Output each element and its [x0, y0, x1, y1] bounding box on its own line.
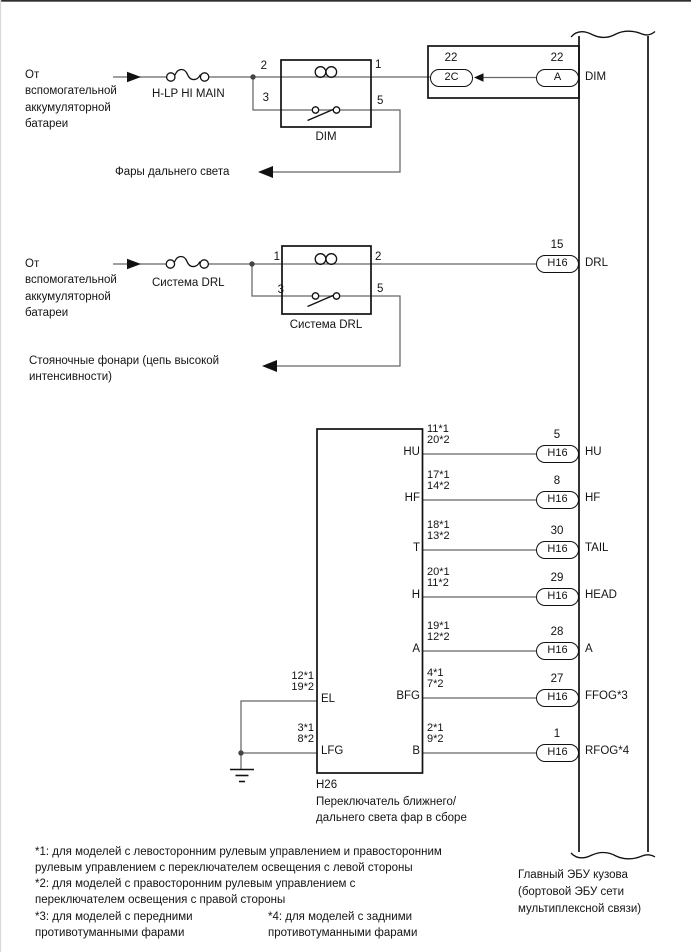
ecu-signal-drl: DRL: [585, 257, 609, 269]
connector-h16: H16: [536, 255, 579, 273]
connector-h16: H16: [536, 642, 579, 660]
arrow-right-icon: [127, 259, 141, 269]
footnote-3: *3: для моделей с передними противотуманными фарами: [35, 911, 193, 939]
ecu-signal-a: A: [585, 643, 593, 655]
connector-pin-number: 27: [550, 673, 564, 685]
relay-pin-2: 2: [260, 60, 267, 72]
dim-relay-symbol: [281, 60, 371, 127]
wire-numbers: 17*1 14*2: [427, 469, 450, 493]
bus-break-top: [571, 31, 655, 37]
h26-pin-h: H: [411, 589, 420, 601]
relay-pin-3: 3: [262, 92, 269, 104]
branch-label-high-beam: Фары дальнего света: [115, 166, 230, 178]
connector-h16: H16: [536, 541, 579, 559]
ecu-signal-dim: DIM: [585, 71, 607, 83]
connector-pin-number: 22: [444, 52, 458, 64]
wire-numbers: 12*1 19*2: [291, 670, 314, 694]
relay-pin-1: 1: [375, 59, 382, 71]
footnote-2: *2: для моделей с правосторонним рулевым управлением с переключателем освещения с правой стороны: [35, 878, 356, 906]
h26-pin-hf: HF: [404, 492, 420, 504]
connector-pin-number: 15: [550, 239, 564, 251]
ecu-signal-tail: TAIL: [585, 542, 609, 554]
arrow-left-small-icon: [474, 73, 484, 82]
fuse-symbol-drl: [166, 257, 208, 269]
ecu-signal-rfog: RFOG*4: [585, 745, 630, 757]
footnote-4: *4: для моделей с задними противотуманными фарами: [268, 911, 418, 939]
h26-pin-a: A: [412, 643, 420, 655]
h26-pin-t: T: [412, 542, 420, 554]
ecu-signal-hf: HF: [585, 492, 601, 504]
relay-caption: Система DRL: [289, 319, 363, 331]
relay-pin-1: 1: [273, 251, 280, 263]
relay-pin-5: 5: [377, 95, 384, 107]
h26-pin-el: EL: [321, 693, 336, 705]
relay-pin-2: 2: [375, 251, 382, 263]
battery-source-label: От вспомогательной аккумуляторной батареи: [25, 69, 117, 130]
wire-numbers: 3*1 8*2: [297, 722, 314, 746]
ecu-caption: Главный ЭБУ кузова (бортовой ЭБУ сети мультиплексной связи): [518, 869, 642, 915]
footnote-1: *1: для моделей с левосторонним рулевым управлением и правосторонним рулевым управлением с переключателем освещения с левой стороны: [35, 846, 442, 874]
connector-pin-number: 30: [550, 525, 564, 537]
wire-numbers: 19*1 12*2: [427, 620, 450, 644]
h26-pin-hu: HU: [403, 446, 420, 458]
fuse-label: H-LP HI MAIN: [152, 88, 225, 100]
relay-pin-3: 3: [277, 284, 284, 296]
arrow-right-icon: [127, 72, 141, 82]
arrow-left-icon: [258, 166, 273, 178]
relay-coil-icon: [315, 254, 336, 265]
wire-numbers: 20*1 11*2: [427, 566, 450, 590]
connector-h16: H16: [536, 588, 579, 606]
wire-numbers: 2*1 9*2: [427, 722, 444, 746]
connector-pin-number: 1: [553, 728, 561, 740]
ecu-bus-bar: [571, 31, 655, 859]
battery-source-label: От вспомогательной аккумуляторной батареи: [25, 258, 117, 319]
relay-coil-icon: [315, 67, 336, 78]
connector-pin-number: 5: [553, 429, 561, 441]
ecu-signal-head: HEAD: [585, 589, 617, 601]
connector-a: A: [536, 69, 579, 87]
arrow-left-icon: [262, 360, 277, 372]
connector-pin-number: 8: [553, 475, 561, 487]
connector-h16: H16: [536, 689, 579, 707]
connector-h16: H16: [536, 491, 579, 509]
ecu-signal-hu: HU: [585, 446, 602, 458]
h26-pin-b: B: [412, 745, 420, 757]
connector-pin-number: 28: [550, 626, 564, 638]
h26-pin-lfg: LFG: [321, 745, 344, 757]
relay-caption: DIM: [315, 131, 337, 143]
h26-caption: H26 Переключатель ближнего/ дальнего света фар в сборе: [316, 779, 467, 824]
connector-h16: H16: [536, 744, 579, 762]
connector-pin-number: 22: [550, 52, 564, 64]
wire-numbers: 4*1 7*2: [427, 667, 444, 691]
bus-break-bottom: [571, 852, 655, 858]
ground-icon: [230, 770, 254, 782]
fuse-symbol-hlp-hi-main: [167, 70, 209, 82]
top-rule: [0, 0, 691, 2]
junction-dots: [238, 74, 255, 755]
relay-switch-icon: [308, 107, 340, 121]
branch-label-parking-lamps: Стояночные фонари (цепь высокой интенсивности): [29, 355, 220, 383]
ecu-signal-ffog: FFOG*3: [585, 690, 628, 702]
drl-relay-symbol: [282, 246, 371, 314]
connector-pin-number: 29: [550, 572, 564, 584]
relay-switch-icon: [308, 293, 340, 307]
connector-2c: 2C: [430, 69, 473, 87]
h26-code: H26: [316, 779, 338, 791]
wire-numbers: 18*1 13*2: [427, 519, 450, 543]
wire-numbers: 11*1 20*2: [427, 423, 450, 447]
relay-pin-5: 5: [377, 283, 384, 295]
wires: [113, 77, 536, 769]
fuse-label: Система DRL: [152, 277, 225, 289]
h26-pin-bfg: BFG: [396, 690, 420, 702]
connector-h16: H16: [536, 445, 579, 463]
